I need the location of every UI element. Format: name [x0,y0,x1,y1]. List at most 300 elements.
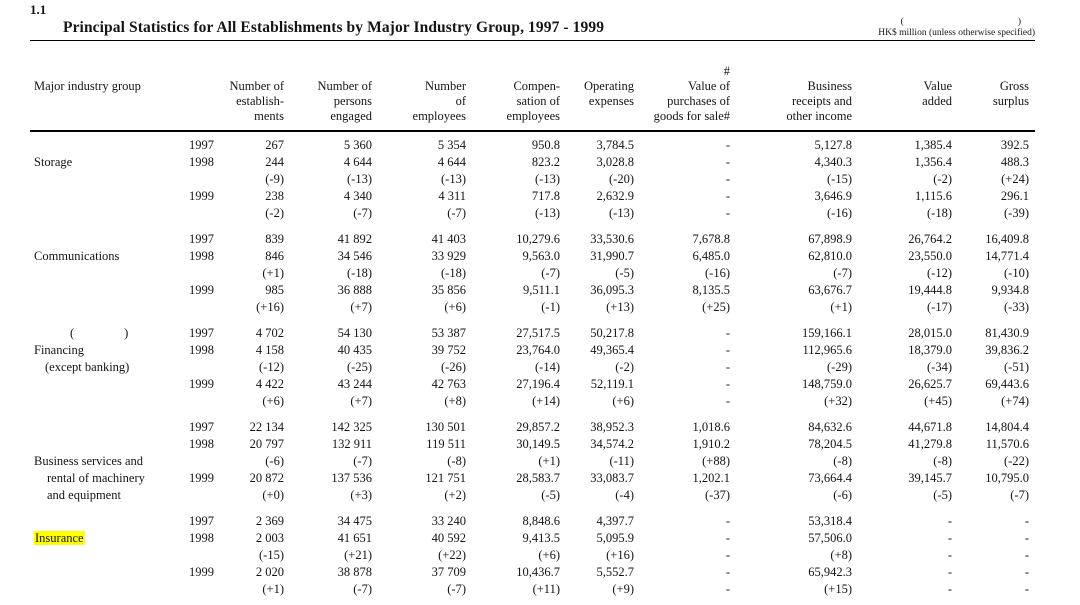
column-header-value-added [858,64,958,131]
header-line: Compen- [513,79,560,93]
header-line: establish- [236,94,284,108]
industry-label-cell [30,513,188,530]
value-cell-compensation: (-14) [535,360,560,374]
header-line: goods for sale# [653,109,730,123]
value-cell-compensation: 10,436.7 [516,565,560,579]
year-cell [188,205,220,222]
value-cell-operating-expenses: 4,397.7 [596,514,634,528]
value-cell-receipts: 4,340.3 [814,155,852,169]
value-cell-persons-engaged: 4 644 [343,155,372,169]
year-cell: 1997 [189,420,214,434]
industry-label: Insurance [35,531,84,545]
value-cell-operating-expenses: (+9) [612,582,634,596]
industry-block-insurance [30,504,1035,598]
header-line: persons [333,94,372,108]
value-cell-receipts: (-7) [833,266,852,280]
industry-label-cell [30,171,188,188]
column-header-text [640,64,736,124]
value-cell-operating-expenses: (-5) [615,266,634,280]
block-spacer [30,222,1035,231]
value-cell-purchases: (+88) [702,454,730,468]
value-cell-operating-expenses: (-20) [609,172,634,186]
value-cell-value-added: (-8) [933,454,952,468]
value-cell-gross-surplus: 14,771.4 [985,249,1029,263]
value-cell-gross-surplus: 488.3 [1000,155,1029,169]
page-title: Principal Statistics for All Establishments by Major Industry Group, 1997 - 1999 [63,19,605,36]
industry-block-storage [30,131,1035,222]
value-cell-receipts: (-8) [833,454,852,468]
value-cell-receipts: (-29) [827,360,852,374]
year-cell: 1998 [189,249,214,263]
table-row [30,282,1035,299]
table-row [30,453,1035,470]
value-cell-employees: 39 752 [431,343,466,357]
column-header-persons-engaged [290,64,378,131]
value-cell-persons-engaged: (-7) [353,206,372,220]
year-cell [188,299,220,316]
value-cell-gross-surplus: (-10) [1004,266,1029,280]
value-cell-operating-expenses: (+13) [606,300,634,314]
value-cell-compensation: (-13) [535,206,560,220]
value-cell-receipts: 57,506.0 [808,531,852,545]
column-header-operating-expenses [566,64,640,131]
column-header-year [188,64,220,131]
value-cell-compensation: 30,149.5 [516,437,560,451]
value-cell-compensation: 823.2 [531,155,560,169]
year-cell: 1998 [189,531,214,545]
stats-table [30,64,1035,598]
value-cell-receipts: 3,646.9 [814,189,852,203]
year-cell: 1997 [189,326,214,340]
value-cell-gross-surplus: 392.5 [1000,138,1029,152]
value-cell-establishments: (+6) [262,394,284,408]
value-cell-receipts: 73,664.4 [808,471,852,485]
header-line: added [922,94,952,108]
value-cell-gross-surplus: 296.1 [1000,189,1029,203]
value-cell-employees: 5 354 [437,138,466,152]
value-cell-receipts: 67,898.9 [808,232,852,246]
value-cell-operating-expenses: 50,217.8 [590,326,634,340]
value-cell-gross-surplus: 10,795.0 [985,471,1029,485]
value-cell-value-added: 23,550.0 [908,249,952,263]
value-cell-receipts: 62,810.0 [808,249,852,263]
table-row [30,299,1035,316]
header-line: surplus [992,94,1029,108]
header-line: employees [506,109,560,123]
value-cell-compensation: (+6) [538,548,560,562]
value-cell-establishments: 2 003 [255,531,284,545]
unit-note-text: HK$ million (unless otherwise specified) [878,28,1035,38]
industry-label-cell [30,564,188,581]
value-cell-persons-engaged: 38 878 [337,565,372,579]
industry-label-cell [30,188,188,205]
value-cell-persons-engaged: 5 360 [343,138,372,152]
spacer-cell [30,504,1035,513]
value-cell-employees: 33 929 [431,249,466,263]
table-row [30,342,1035,359]
value-cell-gross-surplus: 69,443.6 [985,377,1029,391]
value-cell-employees: 121 751 [425,471,466,485]
header-line: ments [254,109,284,123]
value-cell-employees: 41 403 [431,232,466,246]
table-row [30,581,1035,598]
year-cell: 1999 [189,471,214,485]
value-cell-operating-expenses: (+16) [606,548,634,562]
value-cell-operating-expenses: (+6) [612,394,634,408]
value-cell-compensation: (-5) [541,488,560,502]
industry-label: Communications [34,249,120,263]
value-cell-purchases: - [725,565,730,579]
year-cell [188,547,220,564]
value-cell-receipts: (-16) [827,206,852,220]
value-cell-establishments: (-2) [265,206,284,220]
value-cell-value-added: 39,145.7 [908,471,952,485]
year-cell [188,453,220,470]
value-cell-purchases: (+25) [702,300,730,314]
value-cell-gross-surplus: (+24) [1001,172,1029,186]
value-cell-value-added: - [947,514,952,528]
value-cell-purchases: - [725,138,730,152]
header-line: engaged [330,109,372,123]
value-cell-gross-surplus: 11,570.6 [985,437,1029,451]
value-cell-purchases: - [725,531,730,545]
value-cell-establishments: (+1) [262,582,284,596]
value-cell-value-added: 26,625.7 [908,377,952,391]
block-spacer [30,316,1035,325]
value-cell-operating-expenses: 33,083.7 [590,471,634,485]
industry-label: (except banking) [45,360,130,374]
value-cell-purchases: 1,202.1 [692,471,730,485]
value-cell-compensation: 717.8 [531,189,560,203]
value-cell-establishments: 2 369 [255,514,284,528]
value-cell-gross-surplus: 9,934.8 [991,283,1029,297]
industry-label-cell [30,282,188,299]
value-cell-establishments: (+16) [256,300,284,314]
year-cell [188,581,220,598]
column-header-text [958,64,1035,109]
value-cell-operating-expenses: 5,552.7 [596,565,634,579]
value-cell-compensation: (+11) [532,582,560,596]
industry-label: rental of machinery [47,471,145,485]
value-cell-employees: 4 311 [438,189,466,203]
value-cell-persons-engaged: 142 325 [331,420,372,434]
value-cell-employees: (+2) [444,488,466,502]
value-cell-persons-engaged: (-25) [347,360,372,374]
value-cell-value-added: 1,356.4 [914,155,952,169]
header-line: Number [425,79,466,93]
value-cell-establishments: 238 [265,189,284,203]
table-row [30,325,1035,342]
column-header-text [30,64,188,94]
header-line: Value of [688,79,730,93]
value-cell-purchases: - [725,360,730,374]
value-cell-employees: (-13) [441,172,466,186]
value-cell-gross-surplus: - [1024,548,1029,562]
value-cell-value-added: (-17) [927,300,952,314]
value-cell-purchases: 6,485.0 [692,249,730,263]
header-line: purchases of [667,94,730,108]
column-header-employees [378,64,472,131]
value-cell-gross-surplus: (-51) [1004,360,1029,374]
value-cell-gross-surplus: (-39) [1004,206,1029,220]
table-row [30,547,1035,564]
table-row [30,231,1035,248]
value-cell-value-added: (-34) [927,360,952,374]
value-cell-employees: 42 763 [431,377,466,391]
value-cell-gross-surplus: 39,836.2 [985,343,1029,357]
industry-label-cell [30,231,188,248]
header-line: of [455,94,466,108]
year-cell: 1998 [189,437,214,451]
value-cell-operating-expenses: (-11) [609,454,634,468]
value-cell-employees: (-18) [441,266,466,280]
column-header-purchases [640,64,736,131]
value-cell-value-added: - [947,531,952,545]
value-cell-gross-surplus: - [1024,565,1029,579]
year-cell: 1997 [189,138,214,152]
value-cell-employees: (+8) [444,394,466,408]
value-cell-gross-surplus: 14,804.4 [985,420,1029,434]
column-header-receipts [736,64,858,131]
table-row [30,205,1035,222]
value-cell-establishments: 20 797 [249,437,284,451]
value-cell-persons-engaged: (+7) [350,300,372,314]
value-cell-establishments: (+1) [262,266,284,280]
value-cell-persons-engaged: (-7) [353,454,372,468]
value-cell-operating-expenses: (-4) [615,488,634,502]
value-cell-operating-expenses: 3,028.8 [596,155,634,169]
year-cell: 1998 [189,343,214,357]
column-header-text [290,64,378,124]
industry-label-cell [30,325,188,342]
value-cell-gross-surplus: 16,409.8 [985,232,1029,246]
year-cell [188,393,220,410]
value-cell-persons-engaged: 36 888 [337,283,372,297]
value-cell-establishments: 4 158 [255,343,284,357]
year-cell: 1997 [189,514,214,528]
value-cell-persons-engaged: (+21) [344,548,372,562]
value-cell-establishments: 20 872 [249,471,284,485]
value-cell-employees: (+6) [444,300,466,314]
industry-label-cell [30,453,188,470]
value-cell-compensation: (-13) [535,172,560,186]
value-cell-compensation: (-1) [541,300,560,314]
industry-label-cell [30,376,188,393]
value-cell-purchases: 1,910.2 [692,437,730,451]
value-cell-operating-expenses: 31,990.7 [590,249,634,263]
table-row [30,436,1035,453]
value-cell-employees: (-7) [447,582,466,596]
year-cell: 1999 [189,565,214,579]
industry-label-cell [30,393,188,410]
value-cell-operating-expenses: 5,095.9 [596,531,634,545]
industry-label-cell [30,470,188,487]
table-row [30,470,1035,487]
value-cell-establishments: 244 [265,155,284,169]
header-line: Operating [584,79,634,93]
value-cell-establishments: 4 422 [255,377,284,391]
value-cell-receipts: 78,204.5 [808,437,852,451]
value-cell-gross-surplus: 81,430.9 [985,326,1029,340]
industry-label: Financing [34,343,84,357]
value-cell-purchases: - [725,514,730,528]
value-cell-receipts: 159,166.1 [802,326,852,340]
value-cell-value-added: 41,279.8 [908,437,952,451]
unit-note [878,17,1035,39]
value-cell-employees: 40 592 [431,531,466,545]
value-cell-gross-surplus: (-22) [1004,454,1029,468]
header-line: Business [807,79,852,93]
value-cell-value-added: 28,015.0 [908,326,952,340]
value-cell-persons-engaged: 54 130 [337,326,372,340]
value-cell-purchases: - [725,326,730,340]
header-line: expenses [588,94,634,108]
unit-note-parens: ( ) [900,17,1021,27]
value-cell-receipts: (+15) [824,582,852,596]
industry-block-financing [30,316,1035,410]
value-cell-operating-expenses: 33,530.6 [590,232,634,246]
value-cell-employees: (+22) [438,548,466,562]
value-cell-employees: 33 240 [431,514,466,528]
industry-label-cell [30,248,188,265]
value-cell-receipts: 53,318.4 [808,514,852,528]
value-cell-operating-expenses: 49,365.4 [590,343,634,357]
table-row [30,137,1035,154]
value-cell-value-added: 18,379.0 [908,343,952,357]
industry-label-cell [30,419,188,436]
value-cell-compensation: 27,517.5 [516,326,560,340]
value-cell-establishments: 2 020 [255,565,284,579]
value-cell-operating-expenses: 3,784.5 [596,138,634,152]
value-cell-gross-surplus: - [1024,514,1029,528]
industry-label-cell [30,530,188,547]
value-cell-persons-engaged: 34 546 [337,249,372,263]
year-cell: 1998 [189,155,214,169]
table-row [30,530,1035,547]
value-cell-purchases: 8,135.5 [692,283,730,297]
value-cell-persons-engaged: 40 435 [337,343,372,357]
table-row [30,188,1035,205]
value-cell-compensation: 28,583.7 [516,471,560,485]
value-cell-receipts: (+8) [830,548,852,562]
value-cell-gross-surplus: (+74) [1001,394,1029,408]
industry-label-cell [30,205,188,222]
value-cell-establishments: 22 134 [249,420,284,434]
year-cell [188,487,220,504]
column-header-text [736,64,858,124]
year-cell: 1997 [189,232,214,246]
column-header-establishments [220,64,290,131]
value-cell-compensation: (+14) [532,394,560,408]
column-header-text [188,64,220,79]
value-cell-purchases: 1,018.6 [692,420,730,434]
value-cell-value-added: 44,671.8 [908,420,952,434]
value-cell-value-added: 1,385.4 [914,138,952,152]
header-line: Number of [317,79,372,93]
header-row [30,64,1035,131]
value-cell-compensation: 10,279.6 [516,232,560,246]
value-cell-operating-expenses: 52,119.1 [590,377,634,391]
column-header-text [858,64,958,109]
value-cell-purchases: - [725,172,730,186]
value-cell-employees: (-7) [447,206,466,220]
industry-label: Storage [34,155,73,169]
value-cell-receipts: 65,942.3 [808,565,852,579]
value-cell-purchases: - [725,189,730,203]
value-cell-establishments: 4 702 [255,326,284,340]
value-cell-value-added: 19,444.8 [908,283,952,297]
value-cell-compensation: 9,563.0 [522,249,560,263]
value-cell-value-added: (-12) [927,266,952,280]
value-cell-receipts: (+32) [824,394,852,408]
year-cell [188,359,220,376]
spacer-cell [30,316,1035,325]
value-cell-operating-expenses: (-13) [609,206,634,220]
spacer-cell [30,410,1035,419]
value-cell-gross-surplus: - [1024,582,1029,596]
value-cell-persons-engaged: (-7) [353,582,372,596]
block-spacer [30,410,1035,419]
section-number: 1.1 [30,2,47,17]
year-cell: 1999 [189,377,214,391]
value-cell-purchases: - [725,206,730,220]
value-cell-employees: 37 709 [431,565,466,579]
value-cell-employees: 4 644 [437,155,466,169]
value-cell-compensation: (+1) [538,454,560,468]
value-cell-persons-engaged: 41 651 [337,531,372,545]
industry-label-cell [30,487,188,504]
header-line: other income [786,109,852,123]
value-cell-value-added: - [947,582,952,596]
industry-label-cell [30,547,188,564]
value-cell-purchases: 7,678.8 [692,232,730,246]
value-cell-employees: 53 387 [431,326,466,340]
value-cell-establishments: (+0) [262,488,284,502]
value-cell-receipts: 84,632.6 [808,420,852,434]
value-cell-value-added: (+45) [924,394,952,408]
table-row [30,359,1035,376]
value-cell-establishments: (-6) [265,454,284,468]
table-row [30,487,1035,504]
table-row [30,393,1035,410]
industry-label-cell [30,154,188,171]
value-cell-compensation: (-7) [541,266,560,280]
value-cell-employees: 130 501 [425,420,466,434]
value-cell-persons-engaged: 4 340 [343,189,372,203]
industry-label-cell [30,137,188,154]
table-head [30,64,1035,131]
document-header [30,2,1035,41]
value-cell-persons-engaged: 41 892 [337,232,372,246]
industry-label-cell [30,581,188,598]
value-cell-receipts: 148,759.0 [802,377,852,391]
header-line: Number of [229,79,284,93]
value-cell-persons-engaged: (-18) [347,266,372,280]
value-cell-compensation: 9,413.5 [522,531,560,545]
header-line: sation of [516,94,560,108]
value-cell-gross-surplus: (-7) [1010,488,1029,502]
value-cell-establishments: 267 [265,138,284,152]
table-row [30,154,1035,171]
header-line: employees [412,109,466,123]
industry-label-cell [30,299,188,316]
industry-label: Business services and [34,454,144,468]
industry-label-cell [30,265,188,282]
value-cell-compensation: 29,857.2 [516,420,560,434]
table-row [30,564,1035,581]
value-cell-gross-surplus: (-33) [1004,300,1029,314]
value-cell-establishments: 846 [265,249,284,263]
